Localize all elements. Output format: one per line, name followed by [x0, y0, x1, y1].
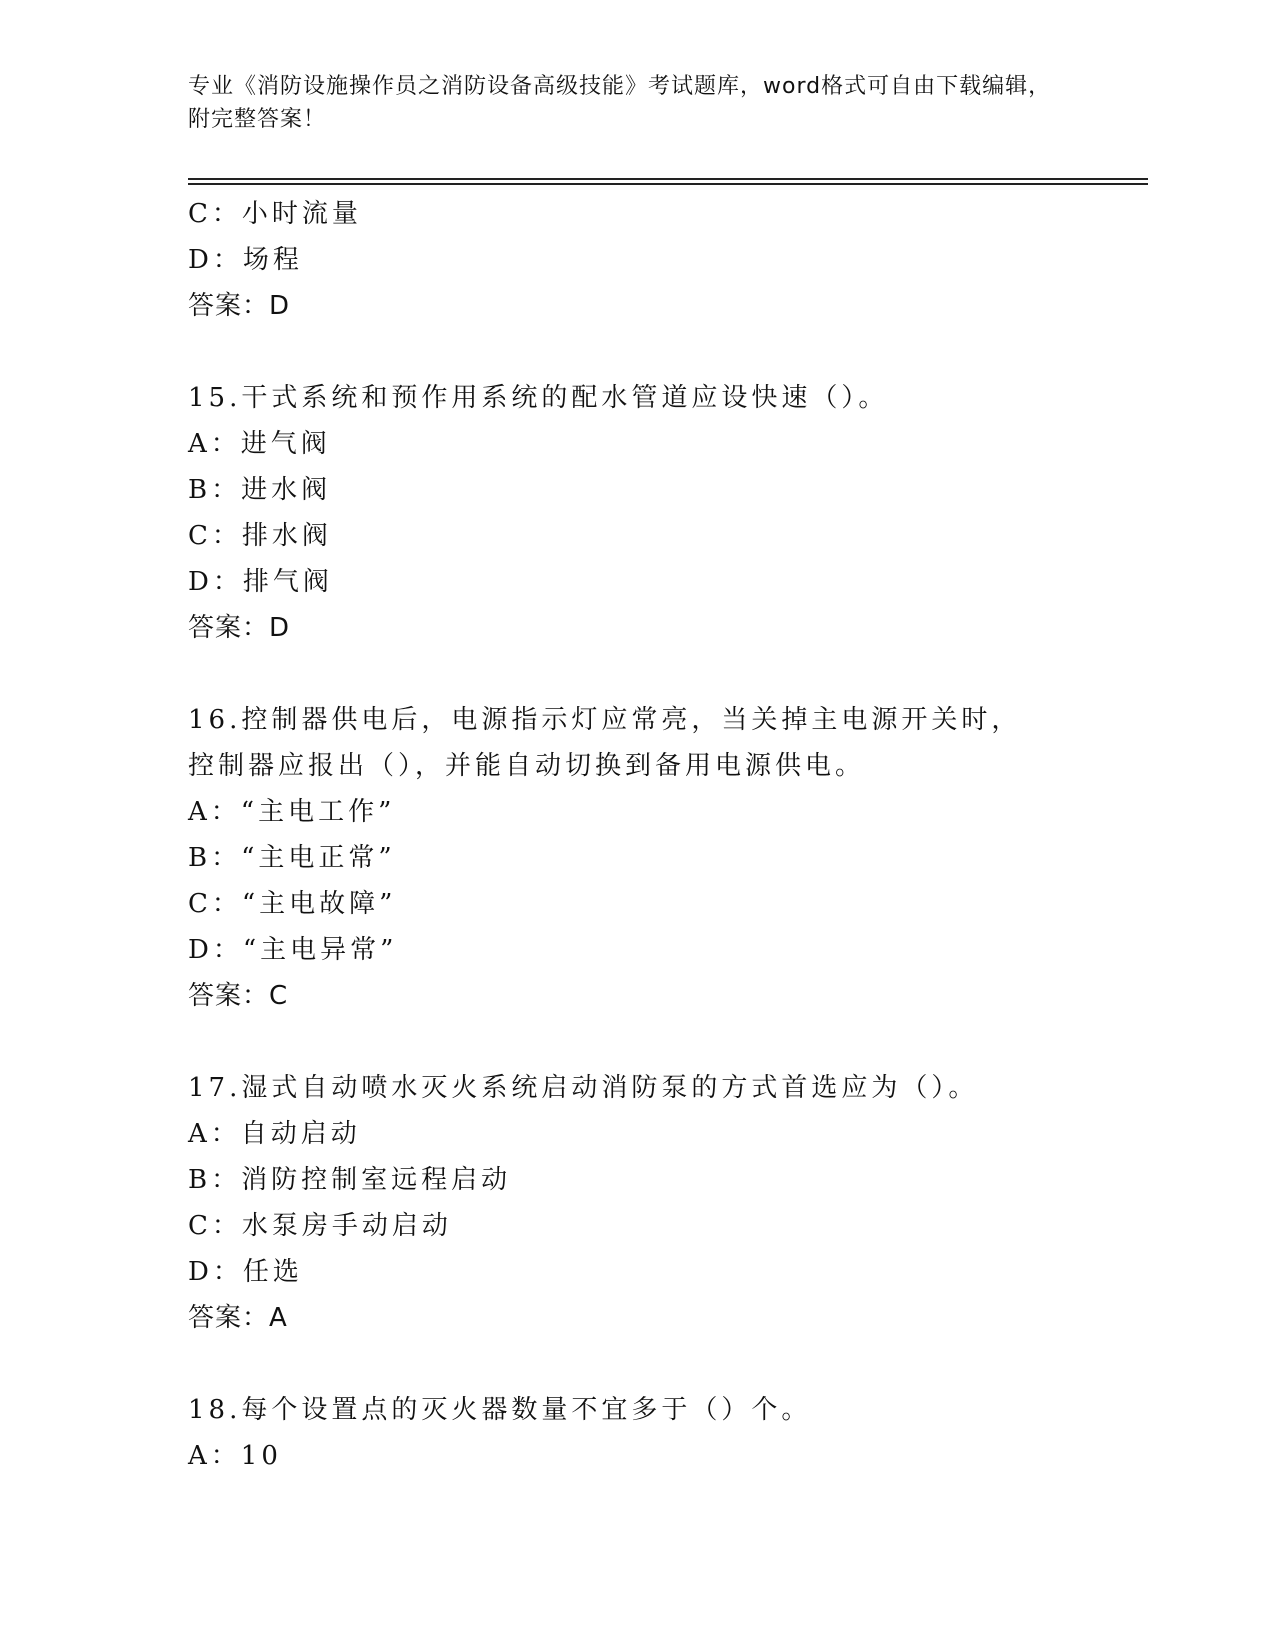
answer-line: 答案：D [188, 613, 291, 643]
question-stem: 17.湿式自动喷水灭火系统启动消防泵的方式首选应为（）。 [188, 1073, 979, 1103]
question-stem: 16.控制器供电后，电源指示灯应常亮，当关掉主电源开关时，控制器应报出（），并能自动切换到备用电源供电。 [188, 705, 1022, 781]
question-stem: 18.每个设置点的灭火器数量不宜多于（）个。 [188, 1395, 812, 1425]
option-a: A：“主电工作” [188, 797, 396, 827]
question-18 [188, 1387, 1088, 1479]
option-b: B：进水阀 [188, 475, 332, 505]
document-header: 专业《消防设施操作员之消防设备高级技能》考试题库，word格式可自由下载编辑，附完整答案！ [188, 74, 1052, 132]
option-a: A：自动启动 [188, 1119, 361, 1149]
option-d: D：“主电异常” [188, 935, 398, 965]
option-a: A：10 [188, 1441, 282, 1471]
question-15 [188, 375, 1088, 651]
option-c: C：水泵房手动启动 [188, 1211, 452, 1241]
option-c: C：“主电故障” [188, 889, 397, 919]
option-b: B：“主电正常” [188, 843, 396, 873]
option-d: D：排气阀 [188, 567, 333, 597]
option-a: A：进气阀 [188, 429, 331, 459]
header-divider-top [188, 178, 1148, 180]
option-c: C：排水阀 [188, 521, 332, 551]
spacer [188, 1341, 1088, 1387]
answer-line: 答案：D [188, 291, 291, 321]
option-b: B：消防控制室远程启动 [188, 1165, 512, 1195]
option-c: C：小时流量 [188, 199, 362, 229]
spacer [188, 329, 1088, 375]
continued-question [188, 191, 1088, 329]
spacer [188, 1019, 1088, 1065]
question-stem: 15.干式系统和预作用系统的配水管道应设快速（）。 [188, 383, 889, 413]
option-d: D：任选 [188, 1257, 303, 1287]
question-list [188, 191, 1088, 1479]
spacer [188, 651, 1088, 697]
answer-line: 答案：C [188, 981, 289, 1011]
question-16 [188, 697, 1088, 1019]
answer-line: 答案：A [188, 1303, 288, 1333]
question-17 [188, 1065, 1088, 1341]
header-divider-bottom [188, 183, 1148, 185]
option-d: D：场程 [188, 245, 303, 275]
